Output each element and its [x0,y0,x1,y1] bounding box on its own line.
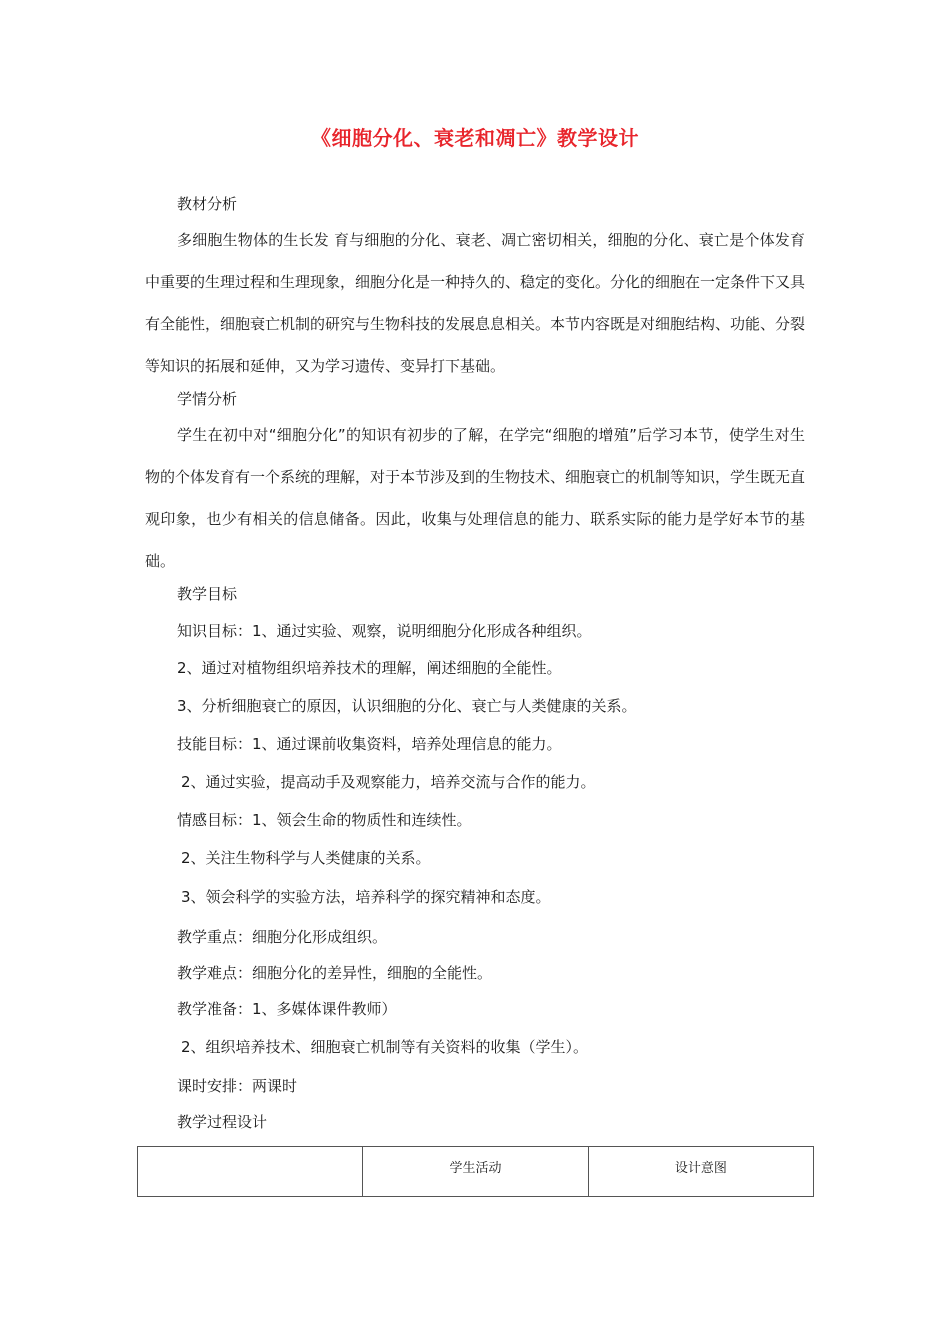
student-paragraph: 学生在初中对“细胞分化”的知识有初步的了解，在学完“细胞的增殖”后学习本节，使学生对生物的个体发育有一个系统的理解，对于本节涉及到的生物技术、细胞衰亡的机制等知识，学生既无直观印象，也少有相关的信息储备。因此，收集与处理信息的能力、联系实际的能力是学好本节的基础。 [145,426,806,570]
process-table [137,1146,814,1197]
skill-goal-2: 2、通过实验，提高动手及观察能力，培养交流与合作的能力。 [181,773,596,791]
knowledge-goal-2: 2、通过对植物组织培养技术的理解，阐述细胞的全能性。 [177,659,562,677]
table-header-row [138,1147,814,1197]
emotion-goal-3: 3、领会科学的实验方法，培养科学的探究精神和态度。 [181,888,551,906]
material-paragraph: 多细胞生物体的生长发 育与细胞的分化、衰老、凋亡密切相关，细胞的分化、衰亡是个体发育中重要的生理过程和生理现象，细胞分化是一种持久的、稳定的变化。分化的细胞在一定条件下又具有全能性，细胞衰亡机制的研究与生物科技的发展息息相关。本节内容既是对细胞结构、功能、分裂等知识的拓展和延伸，又为学习遗传、变异打下基础。 [145,231,806,375]
emotion-goal-2: 2、关注生物科学与人类健康的关系。 [181,849,431,867]
difficulty: 教学难点：细胞分化的差异性，细胞的全能性。 [177,964,493,982]
student-heading: 学情分析 [177,390,238,408]
table-header-cell: 设计意图 [588,1147,813,1197]
emotion-goal-1: 情感目标：1、领会生命的物质性和连续性。 [177,811,472,829]
knowledge-goal-3: 3、分析细胞衰亡的原因，认识细胞的分化、衰亡与人类健康的关系。 [177,697,637,715]
preparation-1: 教学准备：1、多媒体课件教师） [177,1000,397,1018]
knowledge-goal-1: 知识目标：1、通过实验、观察，说明细胞分化形成各种组织。 [177,622,592,640]
skill-goal-1: 技能目标：1、通过课前收集资料，培养处理信息的能力。 [177,735,562,753]
material-heading: 教材分析 [177,195,238,213]
table-header-cell [138,1147,363,1197]
goals-heading: 教学目标 [177,585,238,603]
document-title: 《细胞分化、衰老和凋亡》教学设计 [311,126,639,150]
key-point: 教学重点：细胞分化形成组织。 [177,928,388,946]
table-header-cell: 学生活动 [363,1147,588,1197]
process-heading: 教学过程设计 [177,1113,268,1131]
schedule: 课时安排：两课时 [177,1077,298,1095]
preparation-2: 2、组织培养技术、细胞衰亡机制等有关资料的收集（学生）。 [181,1038,589,1056]
